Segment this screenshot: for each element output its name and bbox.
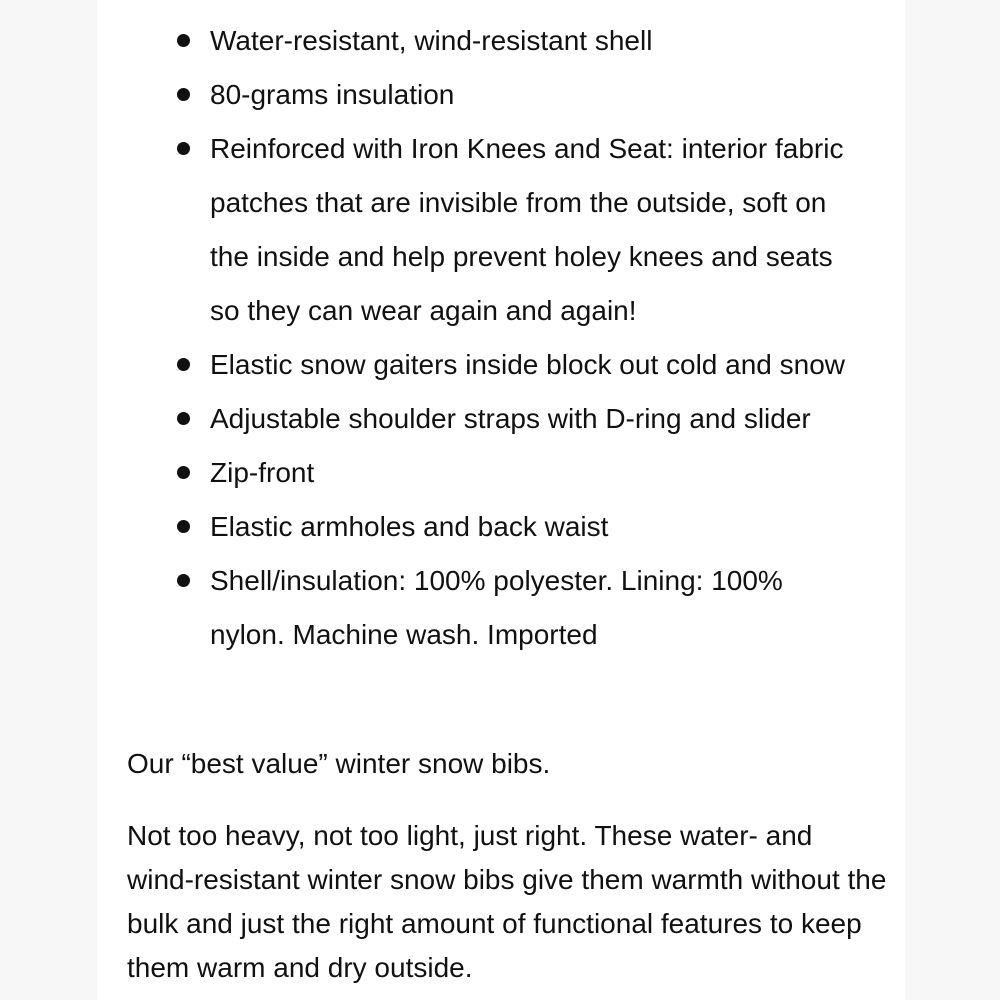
list-item xyxy=(97,14,905,68)
feature-text: Elastic snow gaiters inside block out cold and snow xyxy=(210,349,846,380)
bullet-icon xyxy=(177,412,190,425)
list-item xyxy=(97,446,905,500)
feature-text: Adjustable shoulder straps with D-ring and slider xyxy=(210,403,811,434)
bullet-icon xyxy=(177,142,190,155)
feature-list xyxy=(97,14,905,662)
bullet-icon xyxy=(177,358,190,371)
list-item xyxy=(97,500,905,554)
list-item xyxy=(97,68,905,122)
feature-text: Water-resistant, wind-resistant shell xyxy=(210,25,653,56)
bullet-icon xyxy=(177,466,190,479)
tagline-paragraph: Our “best value” winter snow bibs. xyxy=(127,748,551,779)
bullet-icon xyxy=(177,574,190,587)
list-item xyxy=(97,338,905,392)
product-description xyxy=(97,0,905,1000)
description-paragraph: Not too heavy, not too light, just right. These water- and wind-resistant winter snow bibs give them warmth without the bulk and just the right amount of functional features to keep them warm and dry outside. xyxy=(127,820,887,983)
feature-text: 80-grams insulation xyxy=(210,79,455,110)
list-item xyxy=(97,554,905,662)
list-item xyxy=(97,392,905,446)
feature-text: Reinforced with Iron Knees and Seat: interior fabric patches that are invisible from the outside, soft on the inside and help prevent holey knees and seats so they can wear again and again! xyxy=(210,133,844,326)
bullet-icon xyxy=(177,34,190,47)
feature-text: Zip-front xyxy=(210,457,315,488)
feature-text: Shell/insulation: 100% polyester. Lining: 100% nylon. Machine wash. Imported xyxy=(210,565,783,650)
feature-text: Elastic armholes and back waist xyxy=(210,511,609,542)
list-item xyxy=(97,122,905,338)
bullet-icon xyxy=(177,520,190,533)
bullet-icon xyxy=(177,88,190,101)
